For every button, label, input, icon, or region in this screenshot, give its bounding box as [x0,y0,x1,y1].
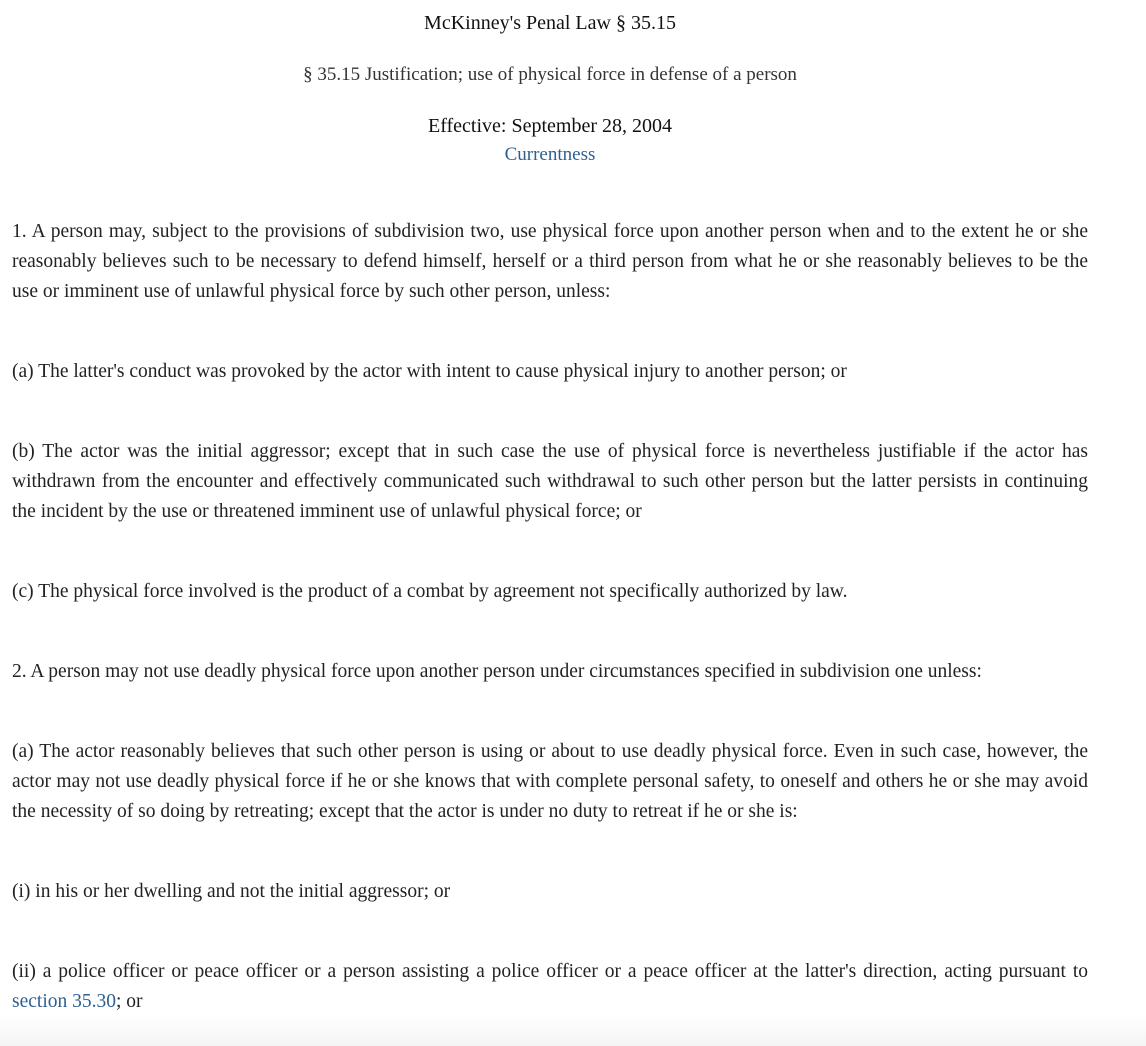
effective-date: Effective: September 28, 2004 [427,115,672,137]
section-35-30-link[interactable]: section 35.30 [12,991,116,1012]
section-heading: § 35.15 Justification; use of physical force in defense of a person [303,64,797,85]
subdivision-2a: (a) The actor reasonably believes that such other person is using or about to use deadly physical force. Even in such case, however, the actor may not use deadly physical force if he or she knows that with complete personal safety, to oneself and others he or she may avoid the necessity of so doing by retreating; except that the actor is under no duty to retreat if he or she is: [12,741,1088,822]
subdivision-2a-ii-tail: ; or [115,991,143,1012]
subdivision-1: 1. A person may, subject to the provisions of subdivision two, use physical force upon another person when and to the extent he or she reasonably believes such to be necessary to defend himself, herself or a third person from what he or she reasonably believes to be the use or imminent use of unlawful physical force by such other person, unless: [12,221,1088,302]
subdivision-2a-i: (i) in his or her dwelling and not the initial aggressor; or [12,881,451,902]
statute-document [12,0,1088,1017]
subdivision-1a: (a) The latter's conduct was provoked by the actor with intent to cause physical injury to another person; or [12,361,847,382]
subdivision-1b: (b) The actor was the initial aggressor; except that in such case the use of physical force is nevertheless justifiable if the actor has withdrawn from the encounter and effectively communicated such withdrawal to such other person but the latter persists in continuing the incident by the use or threatened imminent use of unlawful physical force; or [12,441,1088,522]
currentness-link[interactable]: Currentness [504,144,596,165]
subdivision-2a-ii-text: (ii) a police officer or peace officer or a person assisting a police officer or a peace officer at the latter's direction, acting pursuant to [12,961,1088,982]
document-title: McKinney's Penal Law § 35.15 [424,12,676,34]
subdivision-2a-ii [12,957,1088,1017]
bottom-fade [0,1016,1146,1046]
subdivision-2: 2. A person may not use deadly physical force upon another person under circumstances specified in subdivision one unless: [12,661,982,682]
subdivision-1c: (c) The physical force involved is the product of a combat by agreement not specifically authorized by law. [12,581,848,602]
